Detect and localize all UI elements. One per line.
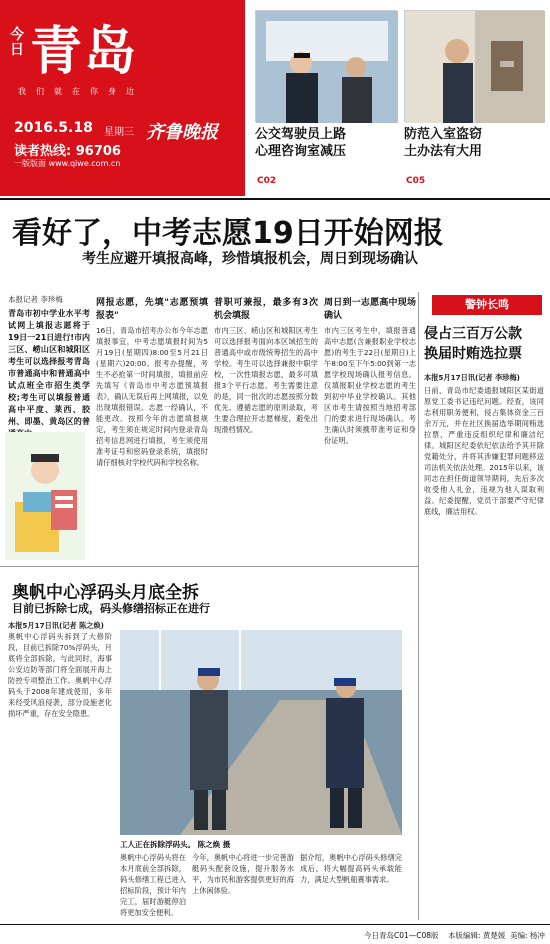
student-illustration bbox=[5, 432, 85, 560]
logo-small: 今日 bbox=[10, 27, 24, 58]
lead-column-2 bbox=[96, 294, 208, 558]
page-footer bbox=[0, 924, 550, 944]
photo-caption: 工人正在拆除浮码头。 陈之焕 摄 bbox=[120, 840, 231, 849]
issue-weekday: 星期三 bbox=[104, 127, 134, 138]
lead-text-4: 市内三区考生中，填报普通高中志愿(含兼报职业学校志愿)的考生于22日(星期日)上午8:00至下午5:00到第一志愿学校现场确认报考信息。仅填报职业学校志愿的考生到初中毕业学校确认。其他区市考生请按照当地招考部门的要求进行现场确认。考生确认时须携带准考证和身份证明。 bbox=[324, 326, 416, 445]
second-story-title: 奥帆中心浮码头月底全拆 bbox=[12, 583, 199, 603]
sidebar-title: 侵占三百万公款 换届时贿选拉票 bbox=[424, 326, 522, 362]
second-column-2 bbox=[120, 852, 186, 920]
second-column-4 bbox=[300, 852, 402, 920]
paper-logo: 齐鲁晚报 bbox=[146, 122, 218, 143]
main-headline: 看好了，中考志愿19日开始网报 bbox=[12, 216, 444, 251]
second-story-subtitle: 目前已拆除七成，码头修缮招标正在进行 bbox=[12, 602, 210, 615]
issue-date: 2016.5.18 bbox=[14, 120, 93, 136]
lead-byline: 本报记者 李珍梅 bbox=[8, 295, 63, 304]
masthead bbox=[0, 0, 550, 196]
lead-subhead-3: 周日到一志愿高中现场确认 bbox=[324, 298, 416, 321]
promo-title-c02: 公交驾驶员上路 心理咨询室减压 bbox=[255, 127, 347, 159]
lead-column-1 bbox=[8, 294, 90, 432]
section-divider bbox=[0, 566, 418, 567]
lead-column-3 bbox=[214, 294, 318, 558]
footer-section: 今日青岛C01—C08版 bbox=[364, 931, 439, 940]
sidebar-byline: 本报5月17日讯(记者 李珍梅) bbox=[424, 373, 520, 382]
second-text-2: 奥帆中心浮码头将在本月底前全部拆除，码头修缮工程已进入招标阶段，预计年内完工，届时游艇停泊将更加安全便利。 bbox=[120, 853, 186, 917]
promo-code-c05: C05 bbox=[406, 176, 426, 186]
anti-theft-illustration bbox=[405, 11, 545, 123]
sidebar-divider bbox=[418, 292, 419, 920]
promo-c05[interactable] bbox=[404, 10, 544, 190]
lead-text-3: 市内三区、崂山区和城阳区考生可以选择报考面向本区域招生的普通高中或市级统筹招生的高中学校。考生可以选择兼报中职学校，一次性填报志愿，最多可填报3个平行志愿。考生需要注意的是，同一批次的志愿按照分数优先、遵循志愿的原则录取，考生要合理拉开志愿梯度，避免出现滑档情况。 bbox=[214, 326, 318, 434]
second-column-1 bbox=[8, 620, 112, 920]
slogan: 我们就在你身边 bbox=[18, 87, 144, 96]
footer-designer: 美编: 杨冲 bbox=[510, 931, 545, 940]
hotline-number: 96706 bbox=[75, 144, 121, 159]
hotline bbox=[14, 140, 121, 159]
bus-driver-illustration bbox=[256, 11, 398, 123]
second-text-4: 据介绍，奥帆中心浮码头修缮完成后，将大幅提高码头承载能力，满足大型帆船赛事需求。 bbox=[300, 853, 402, 884]
lead-text-2: 16日，青岛市招考办公布今年志愿填报事宜，中考志愿填报时间为5月19日(星期四)8:00至5月21日(星期六)20:00。报考办提醒，考生不必抢第一时间填报，填报前应先填写《青岛市中考志愿预填报表》，确认无误后再上网填报，以免出现填报错误。志愿一经确认，不能更改。按照今年的志愿填报规定，考生须在规定时间内登录青岛招考信息网进行填报，考生须使用准考证号和密码登录系统，填报时请仔细核对学校代码和学校名称。 bbox=[96, 326, 208, 467]
lead-paragraph: 青岛市初中学业水平考试网上填报志愿将于19日一21日进行!市内三区、崂山区和城阳区考生可以选择报考青岛市普通高中和普通高中试点班全市招生类学校;考生可以填报普通高中平度、莱西、胶州、即墨、黄岛区的普 bbox=[8, 309, 90, 426]
sidebar-body bbox=[424, 372, 544, 920]
second-byline: 本报5月17日讯(记者 陈之焕) bbox=[8, 621, 104, 630]
promo-photo-anti-theft bbox=[404, 10, 544, 122]
logo-title: 青岛 bbox=[30, 22, 139, 82]
promo-photo-bus-driver bbox=[255, 10, 397, 122]
harbor-photo bbox=[120, 630, 402, 835]
sidebar-text: 日前，青岛市纪委通报城阳区某街道原党工委书记违纪问题。经查，该同志利用职务便利，侵占集体资金三百余万元，并在社区换届选举期间贿选拉票，严重违反组织纪律和廉洁纪律。城阳区纪委依纪依法给予其开除党籍处分，并将其涉嫌犯罪问题移送司法机关依法处理。2015年以来，该同志在担任街道领导期间，先后多次收受他人礼金，违规为他人谋取利益。纪委提醒，党员干部要严守纪律底线，廉洁用权。 bbox=[424, 386, 544, 516]
masthead-divider bbox=[0, 198, 550, 200]
second-text-3: 今年，奥帆中心将进一步完善游艇码头配套设施，提升服务水平，为市民和游客提供更好的海上休闲体验。 bbox=[192, 853, 294, 895]
illustration-student bbox=[5, 432, 85, 560]
sidebar-tag: 警钟长鸣 bbox=[432, 295, 542, 315]
harbor-workers-illustration bbox=[120, 630, 402, 835]
promo-title-c05: 防范入室盗窃 土办法有大用 bbox=[404, 127, 483, 159]
lead-subhead-2: 普职可兼报，最多有3次机会填报 bbox=[214, 298, 318, 321]
lead-subhead-1: 网报志愿，先填"志愿预填报表" bbox=[96, 298, 208, 321]
second-text-1: 奥帆中心浮码头拆到了大修阶段，目前已拆除70%浮码头，月底将全部拆除。与此同时，海事公安边防等部门将全面展开海上防控专项整治工作。奥帆中心浮码头于2008年建成使用，多年来经受风浪侵袭，部分设施老化损坏严重，存在安全隐患。 bbox=[8, 632, 112, 718]
masthead-red-block bbox=[0, 0, 245, 196]
masthead-foot: 一版版面 www.qiwe.com.cn bbox=[14, 159, 121, 168]
lead-column-4 bbox=[324, 294, 416, 558]
second-column-3 bbox=[192, 852, 294, 920]
promo-code-c02: C02 bbox=[257, 176, 277, 186]
main-subhead: 考生应避开填报高峰，珍惜填报机会，周日到现场确认 bbox=[82, 251, 418, 267]
promo-c02[interactable] bbox=[255, 10, 397, 190]
hotline-label: 读者热线: bbox=[14, 144, 72, 159]
footer-editor: 本版编辑: 黄楚媛 bbox=[448, 931, 506, 940]
